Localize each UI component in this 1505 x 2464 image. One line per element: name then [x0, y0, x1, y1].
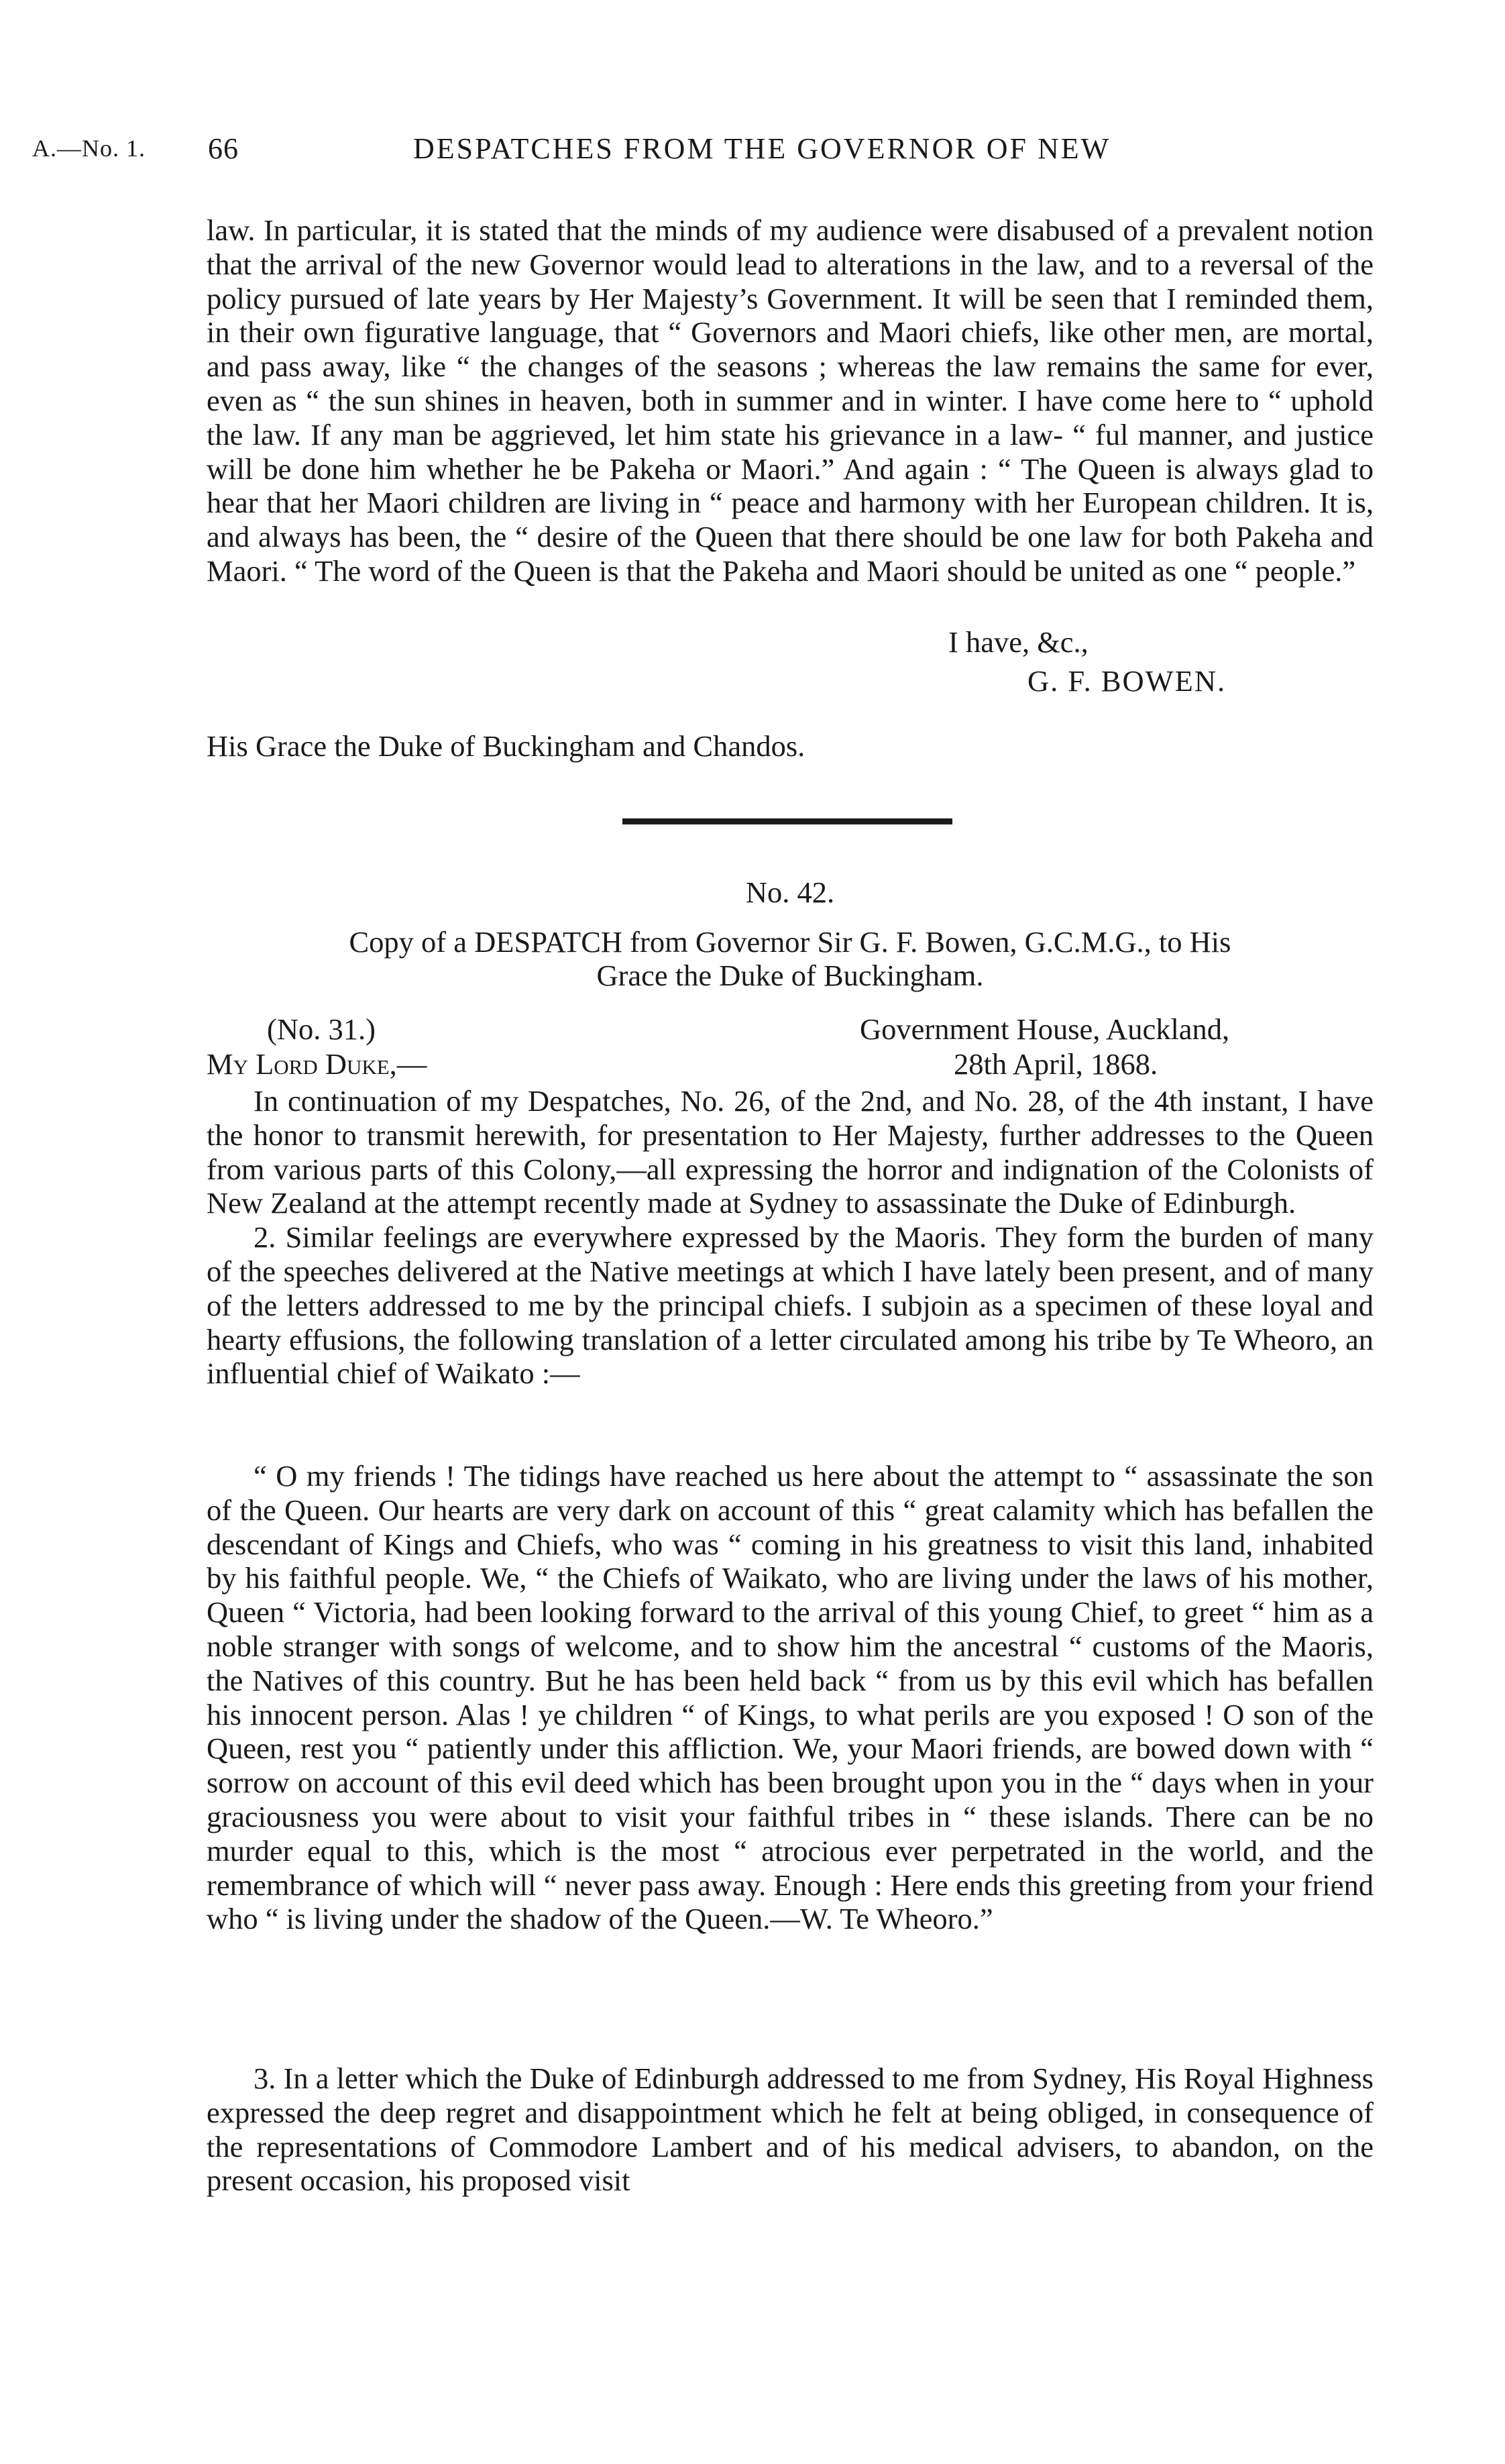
despatch-date: 28th April, 1868.: [954, 1047, 1158, 1081]
despatch-ref-number: (No. 31.): [267, 1012, 376, 1046]
despatch-paragraph-2: 2. Similar feelings are everywhere expressed by the Maoris. They form the burden of many of the speeches delivered at the Native meetings at which I have lately been present, and of many of the letters addressed to me by the principal chiefs. I subjoin as a specimen of these loyal and hearty effusions, the following translation of a letter circulated among his tribe by Te Wheoro, an influential chief of Waikato :—: [207, 1220, 1374, 1391]
section-divider: [622, 818, 952, 824]
despatch-body-continued: [207, 2061, 1374, 2198]
despatch-number: No. 42.: [745, 875, 835, 909]
despatch-paragraph-3: 3. In a letter which the Duke of Edinburgh addressed to me from Sydney, His Royal Highness expressed the deep regret and disappointment which he felt at being obliged, in consequence of the representations of Commodore Lambert and of his medical advisers, to abandon, on the present occasion, his proposed visit: [207, 2061, 1374, 2198]
signature: G. F. BOWEN.: [1027, 664, 1227, 698]
despatch-body: [207, 1084, 1374, 1391]
quoted-letter: “ O my friends ! The tidings have reached us here about the attempt to “ assassinate the son of the Queen. Our hearts are very dark on account of this “ great calamity which has befallen the descendant of Kings and Chiefs, who was “ coming in his greatness to visit this land, inhabited by his faithful people. We, “ the Chiefs of Waikato, who are living under the laws of his mother, Queen “ Victoria, had been looking forward to the arrival of this young Chief, to greet “ him as a noble stranger with songs of welcome, and to show him the ancestral “ customs of the Maoris, the Natives of this country. But he has been held back “ from us by this evil which has befallen his innocent person. Alas ! ye children “ of Kings, to what perils are you exposed ! O son of the Queen, rest you “ patiently under this affliction. We, your Maori friends, are bowed down with “ sorrow on account of this evil deed which has been brought upon you in the “ days when in your graciousness you were about to visit your faithful tribes in “ these islands. There can be no murder equal to this, which is the most “ atrocious ever perpetrated in the world, and the remembrance of which will “ never pass away. Enough : Here ends this greeting from your friend who “ is living under the shadow of the Queen.—W. Te Wheoro.”: [207, 1459, 1374, 1936]
despatch-title-line-2: Grace the Duke of Buckingham.: [596, 959, 984, 992]
wheoro-letter-quote: [207, 1459, 1374, 1936]
previous-despatch-text: [207, 213, 1374, 588]
despatch-location: Government House, Auckland,: [860, 1012, 1230, 1046]
previous-despatch-paragraph: law. In particular, it is stated that the minds of my audience were disabused of a prevalent notion that the arrival of the new Governor would lead to alterations in the law, and to a reversal of the policy pursued of late years by Her Majesty’s Government. It will be seen that I reminded them, in their own figurative language, that “ Governors and Maori chiefs, like other men, are mortal, and pass away, like “ the changes of the seasons ; whereas the law remains the same for ever, even as “ the sun shines in heaven, both in summer and in winter. I have come here to “ uphold the law. If any man be aggrieved, let him state his grievance in a law- “ ful manner, and justice will be done him whether he be Pakeha or Maori.” And again : “ The Queen is always glad to hear that her Maori children are living in “ peace and harmony with her European children. It is, and always has been, the “ desire of the Queen that there should be one law for both Pakeha and Maori. “ The word of the Queen is that the Pakeha and Maori should be united as one “ people.”: [207, 213, 1374, 588]
addressee: His Grace the Duke of Buckingham and Chandos.: [207, 729, 805, 763]
closing-formula: I have, &c.,: [948, 625, 1089, 659]
page-header: [32, 131, 1374, 172]
document-reference: A.—No. 1.: [32, 135, 146, 162]
salutation: My Lord Duke,—: [207, 1047, 427, 1081]
running-title: DESPATCHES FROM THE GOVERNOR OF NEW: [413, 132, 1111, 165]
despatch-title-line-1: Copy of a DESPATCH from Governor Sir G. F. Bowen, G.C.M.G., to His: [349, 925, 1231, 959]
despatch-paragraph-1: In continuation of my Despatches, No. 26, of the 2nd, and No. 28, of the 4th instant, I have the honor to transmit herewith, for presentation to Her Majesty, further addresses to the Queen from various parts of this Colony,—all expressing the horror and indignation of the Colonists of New Zealand at the attempt recently made at Sydney to assassinate the Duke of Edinburgh.: [207, 1084, 1374, 1220]
page-number: 66: [208, 132, 239, 165]
